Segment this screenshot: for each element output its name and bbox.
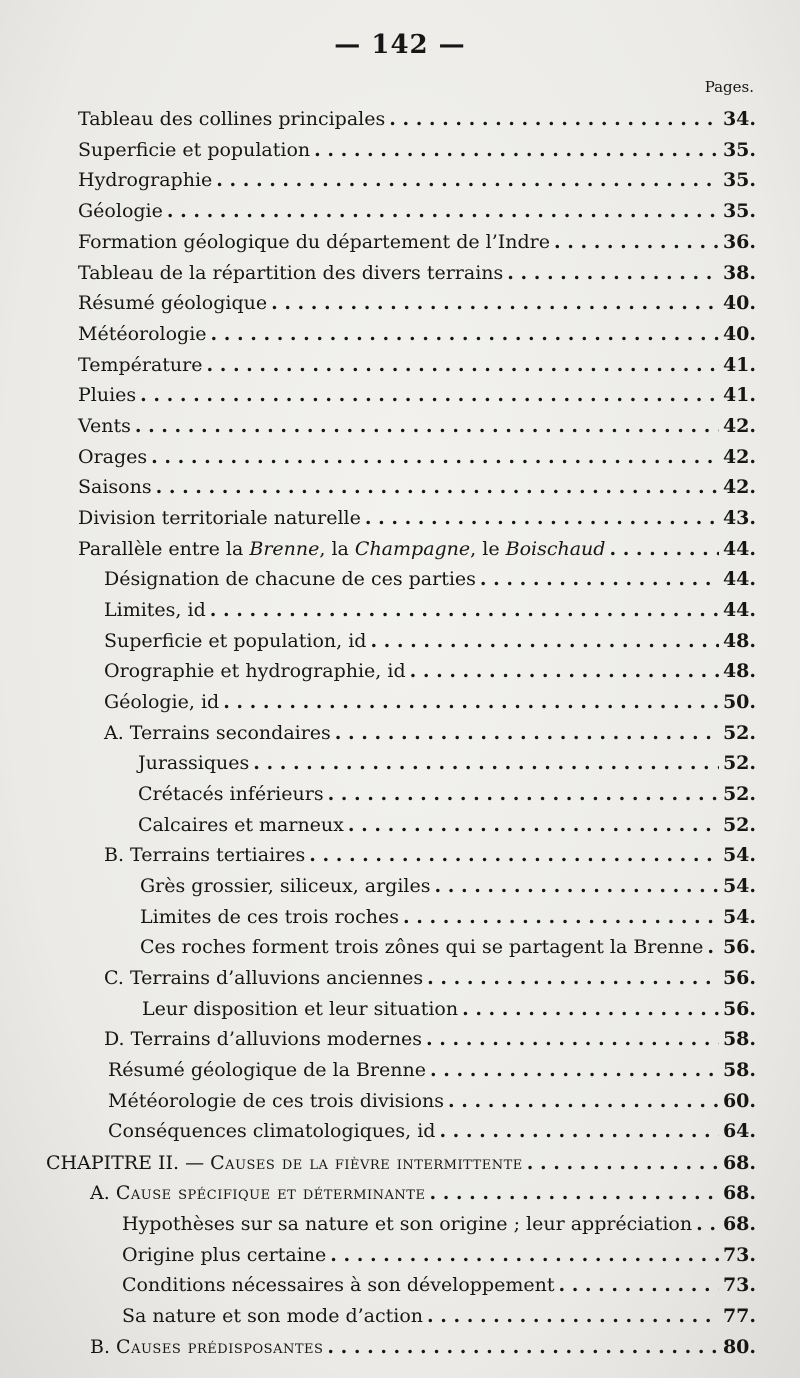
toc-entry-label: Conditions nécessaires à son développement: [122, 1274, 555, 1296]
toc-entry-page: 40.: [722, 292, 756, 314]
chapter-heading: [46, 1148, 756, 1178]
toc-entry-page: 52.: [722, 814, 756, 836]
toc-entry-page: 44.: [722, 538, 756, 560]
toc-entry: [142, 994, 756, 1024]
toc-entry: [78, 258, 756, 288]
toc-entry: [104, 564, 756, 594]
toc-entry: [78, 319, 756, 349]
toc-entry-label: Saisons: [78, 476, 152, 498]
toc-entry: [104, 687, 756, 717]
toc-entry-label: Météorologie: [78, 323, 207, 345]
toc-entry: [108, 1055, 756, 1085]
toc-entry-label: CHAPITRE II. — Causes de la fièvre intermittente: [46, 1152, 523, 1174]
toc-entry-page: 56.: [722, 967, 756, 989]
toc-entry-page: 48.: [722, 660, 756, 682]
toc-entry: [78, 411, 756, 441]
toc-entry-label: Conséquences climatologiques, id: [108, 1120, 436, 1142]
toc-entry: [78, 442, 756, 472]
toc-entry: [78, 534, 756, 564]
toc-entry-page: 48.: [722, 630, 756, 652]
toc-entry-page: 68.: [722, 1182, 756, 1204]
toc-entry: [140, 932, 756, 962]
toc-entry-label: Origine plus certaine: [122, 1244, 327, 1266]
toc-entry-label: Géologie, id: [104, 691, 220, 713]
toc-entry-label: Sa nature et son mode d’action: [122, 1305, 424, 1327]
toc-entry-label: Hypothèses sur sa nature et son origine ; leur appréciation: [122, 1213, 693, 1235]
toc-entry: [138, 779, 756, 809]
toc-entry: [138, 810, 756, 840]
toc-entry-page: 52.: [722, 722, 756, 744]
toc-entry: [104, 840, 756, 870]
toc-entry-label: Résumé géologique: [78, 292, 268, 314]
toc-entry-label: Orages: [78, 446, 148, 468]
toc-entry: [108, 1086, 756, 1116]
toc-entry-page: 64.: [722, 1120, 756, 1142]
toc-entry-page: 52.: [722, 752, 756, 774]
toc-entry: [104, 1024, 756, 1054]
toc-entry-page: 54.: [722, 844, 756, 866]
toc-entry-label: Température: [78, 354, 203, 376]
toc-entry-page: 68.: [722, 1213, 756, 1235]
toc-entry-page: 54.: [722, 875, 756, 897]
toc-entry: [122, 1209, 756, 1239]
toc-entry-label: Superficie et population, id: [104, 630, 367, 652]
toc-entry-label: C. Terrains d’alluvions anciennes: [104, 967, 424, 989]
toc-entry-label: Leur disposition et leur situation: [142, 998, 459, 1020]
toc-entry: [140, 871, 756, 901]
toc-entry: [122, 1301, 756, 1331]
toc-entry-page: 34.: [722, 108, 756, 130]
toc-entry-label: Vents: [78, 415, 131, 437]
toc-entry-label: Limites de ces trois roches: [140, 906, 399, 928]
toc-entry: [78, 472, 756, 502]
toc-entry: [90, 1332, 756, 1362]
toc-entry-page: 44.: [722, 568, 756, 590]
toc-entry: [104, 626, 756, 656]
toc-entry: [78, 196, 756, 226]
toc-entry-label: B. Terrains tertiaires: [104, 844, 306, 866]
toc-entry: [78, 288, 756, 318]
toc-entry-label: Désignation de chacune de ces parties: [104, 568, 476, 590]
toc-entry-page: 58.: [722, 1028, 756, 1050]
toc-entry-label: Résumé géologique de la Brenne: [108, 1059, 427, 1081]
toc-entry-page: 56.: [722, 936, 756, 958]
toc-entry: [104, 656, 756, 686]
toc-entry-page: 35.: [722, 169, 756, 191]
toc-entry-label: Limites, id: [104, 599, 206, 621]
toc-entry-page: 44.: [722, 599, 756, 621]
toc-entry-page: 58.: [722, 1059, 756, 1081]
toc-entry-page: 73.: [722, 1244, 756, 1266]
toc-entry: [78, 135, 756, 165]
toc-entry-page: 73.: [722, 1274, 756, 1296]
toc-entry-label: Hydrographie: [78, 169, 213, 191]
toc-entry-label: Géologie: [78, 200, 163, 222]
toc-entry-label: B. Causes prédisposantes: [90, 1336, 324, 1358]
toc-entry-label: Pluies: [78, 384, 137, 406]
toc-entry-page: 43.: [722, 507, 756, 529]
toc-entry: [122, 1270, 756, 1300]
toc-entry-page: 80.: [722, 1336, 756, 1358]
toc-entry-page: 36.: [722, 231, 756, 253]
toc-entry: [78, 380, 756, 410]
toc-entry-page: 42.: [722, 476, 756, 498]
toc-entry: [78, 503, 756, 533]
toc-entry: [122, 1240, 756, 1270]
toc-entry-page: 38.: [722, 262, 756, 284]
toc-entry-label: Ces roches forment trois zônes qui se partagent la Brenne: [140, 936, 704, 958]
toc-entry-label: Grès grossier, siliceux, argiles: [140, 875, 431, 897]
toc-entry-label: Superficie et population: [78, 139, 311, 161]
toc-entry-page: 35.: [722, 139, 756, 161]
toc-entry-label: Tableau des collines principales: [78, 108, 386, 130]
page-number: — 142 —: [334, 30, 466, 60]
toc-entry-label: Jurassiques: [138, 752, 250, 774]
toc-entry: [78, 104, 756, 134]
toc-entry-label: Formation géologique du département de l’Indre: [78, 231, 550, 253]
toc-entry-label: Calcaires et marneux: [138, 814, 344, 836]
toc-entry-page: 41.: [722, 354, 756, 376]
toc-entry-page: 68.: [722, 1152, 756, 1174]
toc-entry-page: 42.: [722, 446, 756, 468]
pages-column-label: Pages.: [704, 78, 754, 96]
toc-entry: [78, 227, 756, 257]
toc-entry: [140, 902, 756, 932]
toc-entry-page: 60.: [722, 1090, 756, 1112]
toc-entry: [78, 165, 756, 195]
toc-entry-page: 77.: [722, 1305, 756, 1327]
toc-entry-page: 54.: [722, 906, 756, 928]
toc-entry-label: Crétacés inférieurs: [138, 783, 324, 805]
toc-entry-page: 41.: [722, 384, 756, 406]
toc-entry: [108, 1116, 756, 1146]
toc-entry-label: D. Terrains d’alluvions modernes: [104, 1028, 423, 1050]
toc-entry-label: A. Terrains secondaires: [104, 722, 331, 744]
toc-entry: [90, 1178, 756, 1208]
toc-entry-label: Division territoriale naturelle: [78, 507, 361, 529]
toc-entry-page: 56.: [722, 998, 756, 1020]
toc-entry-label: Météorologie de ces trois divisions: [108, 1090, 445, 1112]
toc-entry-label: A. Cause spécifique et déterminante: [90, 1182, 426, 1204]
toc-entry-page: 40.: [722, 323, 756, 345]
toc-entry: [104, 718, 756, 748]
toc-entry: [138, 748, 756, 778]
toc-entry: [78, 350, 756, 380]
toc-entry-label: Parallèle entre la Brenne, la Champagne, le Boischaud: [78, 538, 606, 560]
toc-entry-label: Orographie et hydrographie, id: [104, 660, 406, 682]
toc-entry: [104, 595, 756, 625]
toc-entry: [104, 963, 756, 993]
toc-entry-page: 52.: [722, 783, 756, 805]
toc-entry-page: 50.: [722, 691, 756, 713]
toc-entry-page: 35.: [722, 200, 756, 222]
toc-entry-page: 42.: [722, 415, 756, 437]
toc-entry-label: Tableau de la répartition des divers terrains: [78, 262, 504, 284]
